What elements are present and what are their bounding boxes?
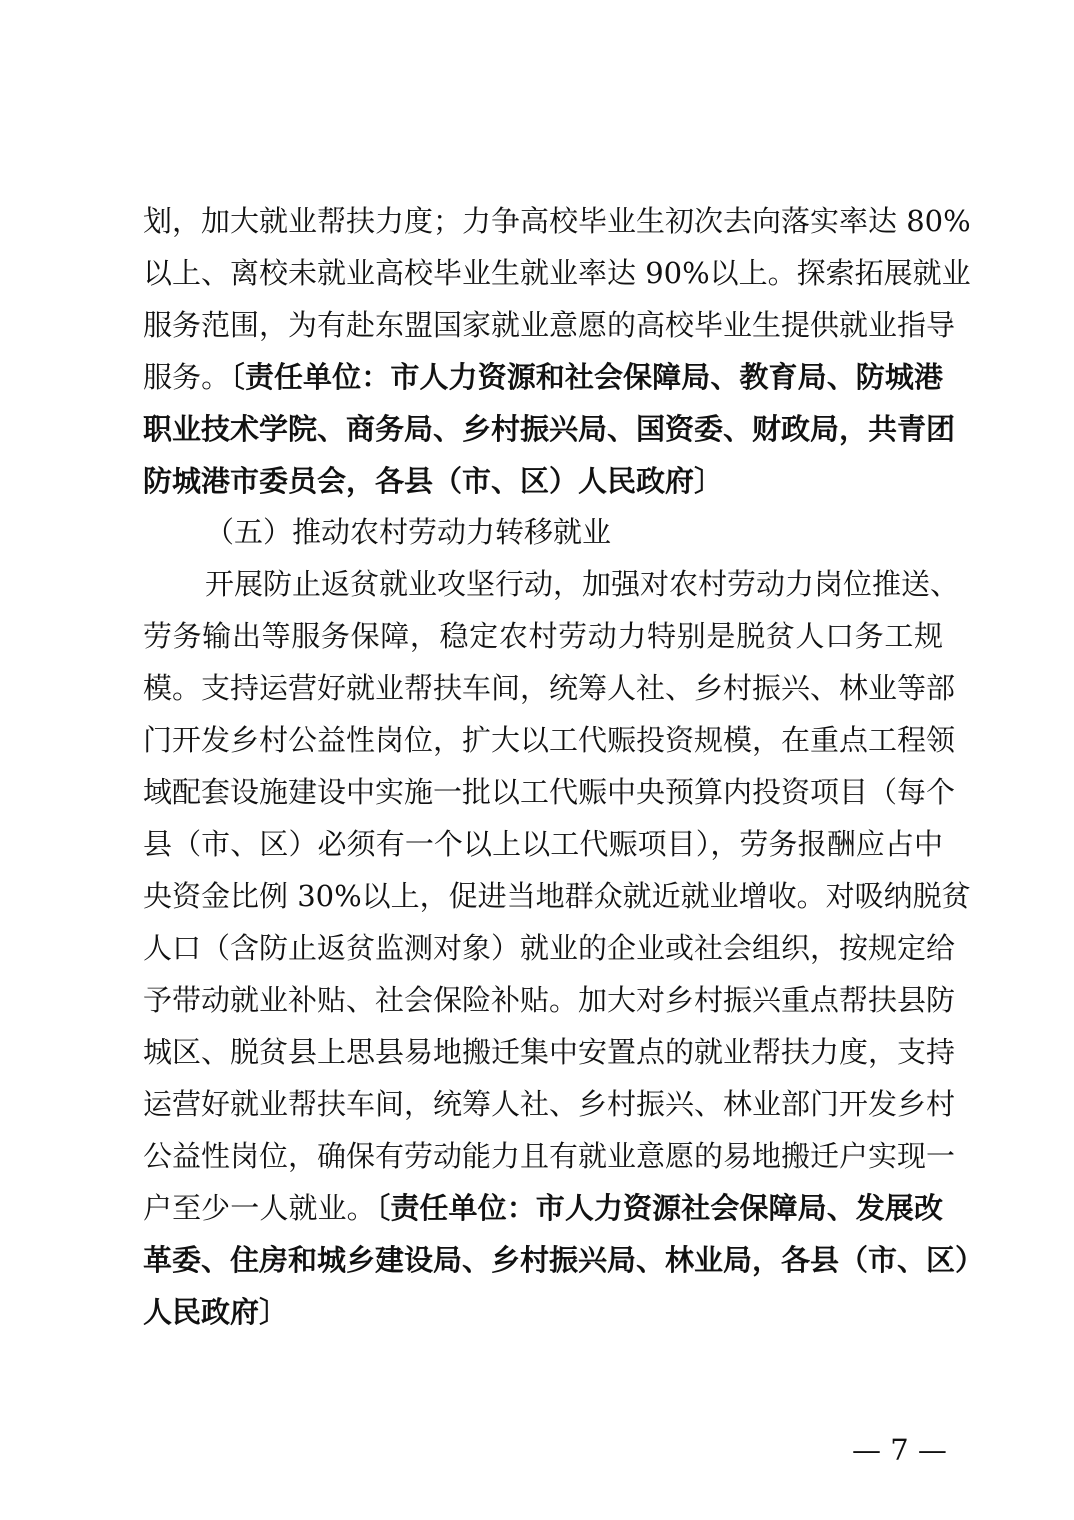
paragraph-line: 域配套设施建设中实施一批以工代赈中央预算内投资项目（每个	[143, 775, 956, 809]
responsibility-line: 人民政府〕	[143, 1295, 289, 1329]
paragraph-line: 县（市、区）必须有一个以上以工代赈项目），劳务报酬应占中	[143, 827, 943, 861]
paragraph-line: 开展防止返贫就业攻坚行动，加强对农村劳动力岗位推送、	[205, 567, 960, 601]
paragraph-line: 服务范围，为有赴东盟国家就业意愿的高校毕业生提供就业指导	[143, 308, 956, 342]
responsibility-text: 〔责任单位：市人力资源社会保障局、发展改	[375, 1191, 943, 1225]
paragraph-line: 城区、脱贫县上思县易地搬迁集中安置点的就业帮扶力度，支持	[143, 1035, 956, 1069]
paragraph-line: 予带动就业补贴、社会保险补贴。加大对乡村振兴重点帮扶县防	[143, 983, 956, 1017]
page-number: — 7 —	[852, 1433, 947, 1467]
paragraph-line: 人口（含防止返贫监测对象）就业的企业或社会组织，按规定给	[143, 931, 956, 965]
sentence-text: 服务。	[143, 360, 231, 394]
section-heading: （五）推动农村劳动力转移就业	[205, 515, 612, 549]
paragraph-line: 运营好就业帮扶车间，统筹人社、乡村振兴、林业部门开发乡村	[143, 1087, 956, 1121]
responsibility-line	[143, 1188, 943, 1228]
responsibility-line: 革委、住房和城乡建设局、乡村振兴局、林业局，各县（市、区）	[143, 1243, 985, 1277]
responsibility-line: 职业技术学院、商务局、乡村振兴局、国资委、财政局，共青团	[143, 412, 956, 446]
responsibility-line: 防城港市委员会，各县（市、区）人民政府〕	[143, 464, 724, 498]
paragraph-line: 模。支持运营好就业帮扶车间，统筹人社、乡村振兴、林业等部	[143, 671, 956, 705]
responsibility-line	[143, 357, 943, 397]
paragraph-line: 以上、离校未就业高校毕业生就业率达 90%以上。探索拓展就业	[143, 256, 971, 290]
paragraph-line: 央资金比例 30%以上，促进当地群众就近就业增收。对吸纳脱贫	[143, 879, 971, 913]
paragraph-line: 劳务输出等服务保障，稳定农村劳动力特别是脱贫人口务工规	[143, 619, 943, 653]
sentence-text: 户至少一人就业。	[143, 1191, 376, 1225]
responsibility-text: 〔责任单位：市人力资源和社会保障局、教育局、防城港	[230, 360, 943, 394]
paragraph-line: 划，加大就业帮扶力度；力争高校毕业生初次去向落实率达 80%	[143, 204, 971, 238]
paragraph-line: 公益性岗位，确保有劳动能力且有就业意愿的易地搬迁户实现一	[143, 1139, 956, 1173]
paragraph-line: 门开发乡村公益性岗位，扩大以工代赈投资规模，在重点工程领	[143, 723, 956, 757]
